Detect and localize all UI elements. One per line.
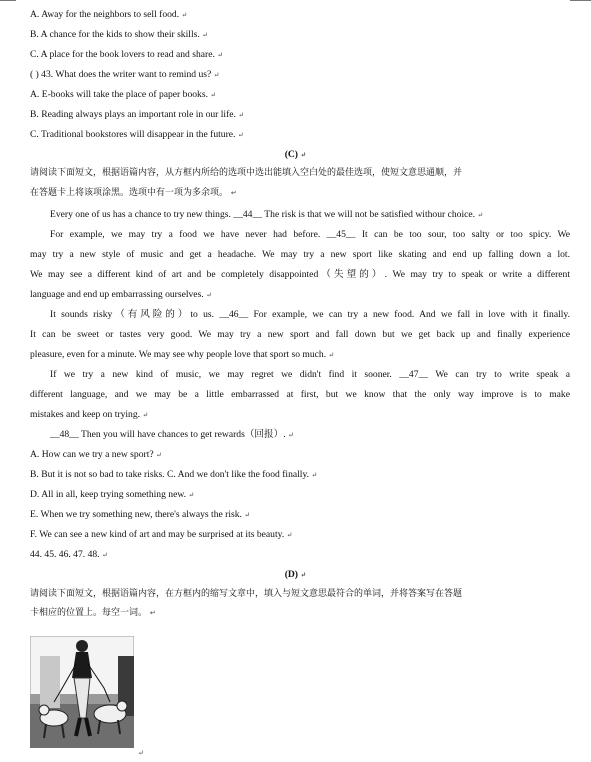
passage-line: language and end up embarrassing ourselves. ↵	[30, 289, 212, 300]
passage-line: different language, and we may be a little embarrassed at first, but we know that the only way improve is to make	[30, 389, 570, 400]
passage-line: Every one of us has a chance to try new things. __44__ The risk is that we will not be satisfied withour choice. ↵	[50, 209, 484, 220]
option-line: D. All in all, keep trying something new. ↵	[30, 489, 195, 500]
instruction-line: 在答题卡上将该项涂黑。选项中有一项为多余项。 ↵	[30, 188, 237, 198]
page-corner-mark	[0, 0, 16, 1]
passage-line: __48__ Then you will have chances to get rewards（回报）. ↵	[50, 429, 294, 440]
paragraph-mark: ↵	[138, 749, 144, 757]
option-line: A. Away for the neighbors to sell food. ↵	[30, 9, 188, 20]
option-line: B. But it is not so bad to take risks. C. And we don't like the food finally. ↵	[30, 469, 318, 480]
option-line: B. A chance for the kids to show their skills. ↵	[30, 29, 209, 40]
page-corner-mark	[570, 0, 591, 1]
option-line: A. E-books will take the place of paper books. ↵	[30, 89, 217, 100]
option-line: E. When we try something new, there's always the risk. ↵	[30, 509, 251, 520]
question-line: ( ) 43. What does the writer want to remind us? ↵	[30, 69, 220, 80]
option-line: B. Reading always plays an important role in our life. ↵	[30, 109, 245, 120]
passage-line: If we try a new kind of music, we may regret we didn't find it sooner. __47__ We can try to write speak a	[50, 369, 570, 380]
option-line: A. How can we try a new sport? ↵	[30, 449, 162, 460]
instruction-line: 请阅读下面短文，根据语篇内容，在方框内的缩写文章中，填入与短文意思最符合的单词，并将答案写在答题	[30, 589, 463, 599]
instruction-line: 请阅读下面短文，根据语篇内容，从方框内所给的选项中选出能填入空白处的最佳选项，使短文意思通顺，并	[30, 168, 463, 178]
option-line: C. A place for the book lovers to read and share. ↵	[30, 49, 224, 60]
passage-line: For example, we may try a food we have never had before. __45__ It can be too sour, too salty or too spicy. We	[50, 229, 570, 240]
passage-line: We may see a different kind of art and be completely disappointed（失望的）. We may try to speak or write a different	[30, 269, 570, 280]
section-heading: (C) ↵	[284, 149, 307, 160]
passage-line: may try a new style of music and get a headache. We may try a new sport like skating and end up falling down a lot.	[30, 249, 570, 260]
answer-numbers-line: 44. 45. 46. 47. 48. ↵	[30, 549, 108, 560]
option-line: C. Traditional bookstores will disappear in the future. ↵	[30, 129, 244, 140]
section-heading: (D) ↵	[284, 569, 307, 580]
passage-line: mistakes and keep on trying. ↵	[30, 409, 149, 420]
passage-line: pleasure, even for a minute. We may see why people love that sport so much. ↵	[30, 349, 335, 360]
woman-walking-dogs-photo	[30, 636, 134, 748]
option-line: F. We can see a new kind of art and may be surprised at its beauty. ↵	[30, 529, 293, 540]
passage-line: It can be sweet or tastes very good. We may try a new sport and fall down but we get back up and finally experience	[30, 329, 570, 340]
passage-line: It sounds risky（有风险的）to us. __46__ For example, we can try a new food. And we fall in love with it finally.	[50, 309, 570, 320]
instruction-line: 卡相应的位置上。每空一词。 ↵	[30, 608, 156, 618]
